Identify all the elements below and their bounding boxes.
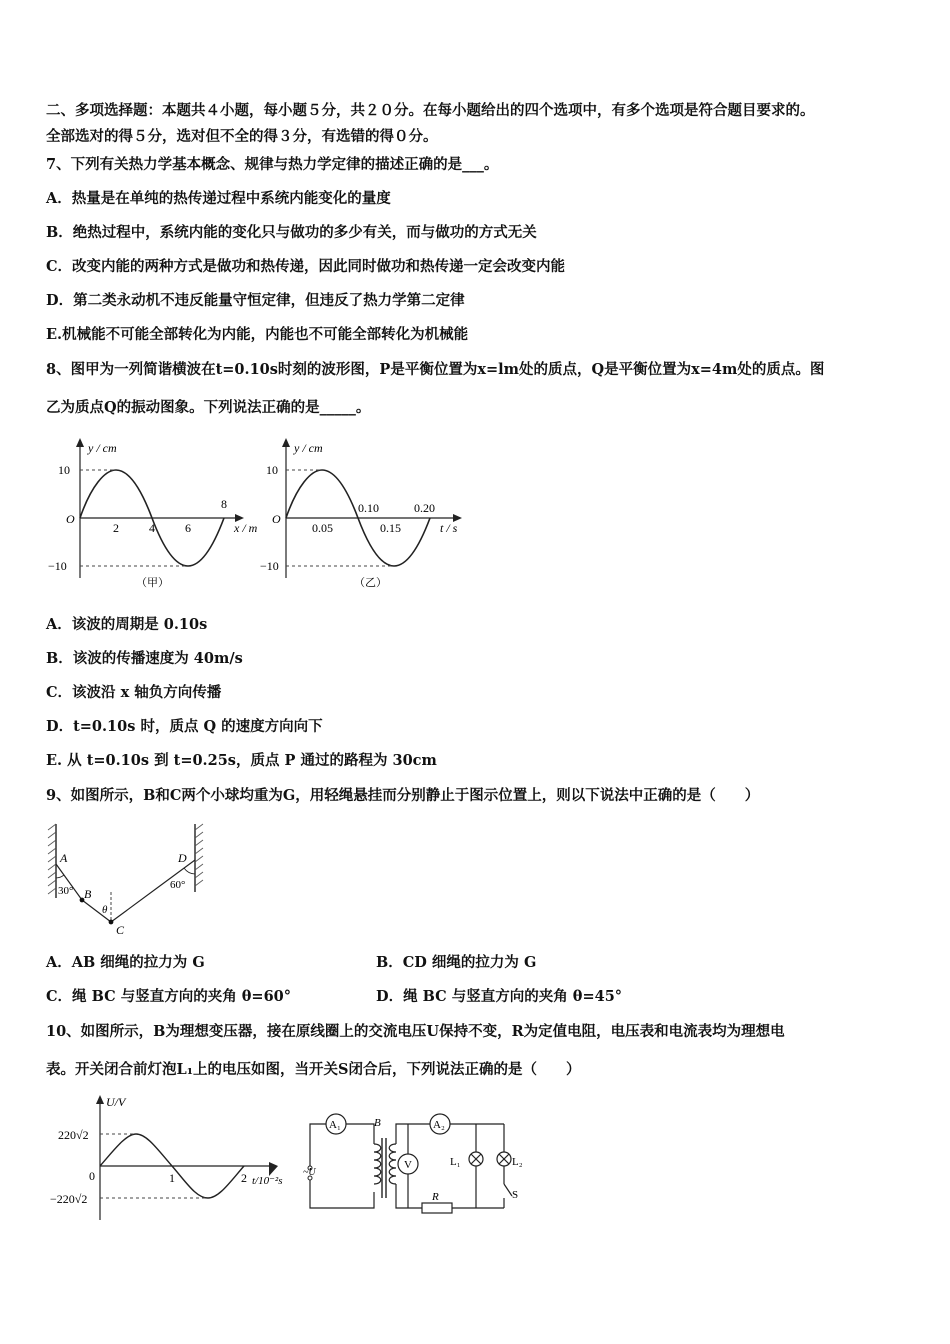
caption: （乙） bbox=[354, 577, 387, 589]
tick-8: 8 bbox=[221, 497, 227, 511]
resistor-r: R bbox=[432, 1191, 439, 1203]
label-b: B bbox=[84, 887, 92, 901]
q10-voltage-graph bbox=[44, 1092, 294, 1227]
tick-005: 0.05 bbox=[312, 521, 333, 535]
q9-option-c: C．绳 BC 与竖直方向的夹角 θ=60° bbox=[46, 988, 291, 1005]
q8-stem-line2: 乙为质点Q的振动图象。下列说法正确的是_____。 bbox=[46, 399, 371, 416]
tick-1: 1 bbox=[169, 1171, 175, 1185]
q10-circuit-diagram bbox=[300, 1106, 540, 1221]
y-top-label: 10 bbox=[58, 463, 70, 477]
angle-theta: θ bbox=[102, 904, 108, 916]
tick-010: 0.10 bbox=[358, 501, 379, 515]
tick-6: 6 bbox=[185, 521, 191, 535]
angle-60: 60° bbox=[170, 879, 186, 891]
q8-wave-graph-jia bbox=[44, 438, 284, 590]
q9-stem: 9、如图所示，B和C两个小球均重为G，用轻绳悬挂而分别静止于图示位置上，则以下说法中正确的是（ ） bbox=[46, 787, 760, 804]
xlabel: t / s bbox=[440, 521, 458, 535]
source-u: ~U bbox=[303, 1167, 316, 1178]
switch-s: S bbox=[512, 1189, 519, 1201]
q7-option-a: A．热量是在单纯的热传递过程中系统内能变化的量度 bbox=[46, 190, 391, 207]
y-top-label: 220√2 bbox=[58, 1128, 89, 1142]
label-c: C bbox=[116, 923, 125, 937]
label-d: D bbox=[178, 851, 187, 865]
voltmeter-v: V bbox=[404, 1159, 412, 1171]
q8-option-b: B．该波的传播速度为 40m/s bbox=[46, 650, 243, 667]
transformer-b: B bbox=[374, 1117, 381, 1129]
q8-option-c: C．该波沿 x 轴负方向传播 bbox=[46, 684, 222, 701]
section-header-line1: 二、多项选择题：本题共４小题，每小题５分，共２０分。在每小题给出的四个选项中，有多个选项是符合题目要求的。 bbox=[46, 102, 815, 119]
origin-label: 0 bbox=[89, 1169, 95, 1183]
q8-vibration-graph-yi bbox=[262, 438, 482, 590]
label-a: A bbox=[60, 851, 68, 865]
q8-option-d: D．t=0.10s 时，质点 Q 的速度方向向下 bbox=[46, 718, 323, 735]
lamp-l2: L₂ bbox=[512, 1156, 523, 1168]
xlabel: x / m bbox=[234, 521, 258, 535]
tick-020: 0.20 bbox=[414, 501, 435, 515]
tick-015: 0.15 bbox=[380, 521, 401, 535]
tick-2: 2 bbox=[241, 1171, 247, 1185]
xlabel: t/10⁻²s bbox=[252, 1175, 283, 1187]
y-top-label: 10 bbox=[266, 463, 278, 477]
q7-option-d: D．第二类永动机不违反能量守恒定律，但违反了热力学第二定律 bbox=[46, 292, 465, 309]
q8-stem-line1: 8、图甲为一列简谐横波在t=0.10s时刻的波形图，P是平衡位置为x=lm处的质点，Q是平衡位置为x=4m处的质点。图 bbox=[46, 361, 825, 378]
section-header-line2: 全部选对的得５分，选对但不全的得３分，有选错的得０分。 bbox=[46, 128, 438, 145]
q9-option-d: D．绳 BC 与竖直方向的夹角 θ=45° bbox=[376, 988, 623, 1005]
q9-option-b: B．CD 细绳的拉力为 G bbox=[376, 954, 537, 971]
q10-stem-line2: 表。开关闭合前灯泡L₁上的电压如图，当开关S闭合后，下列说法正确的是（ ） bbox=[46, 1061, 581, 1078]
origin-label: O bbox=[66, 512, 75, 526]
ylabel: U/V bbox=[106, 1095, 126, 1109]
origin-label: O bbox=[272, 512, 281, 526]
q8-option-a: A．该波的周期是 0.10s bbox=[46, 616, 208, 633]
q9-rope-figure bbox=[44, 820, 214, 938]
q9-option-a: A．AB 细绳的拉力为 G bbox=[46, 954, 205, 971]
q10-stem-line1: 10、如图所示，B为理想变压器，接在原线圈上的交流电压U保持不变，R为定值电阻，电压表和电流表均为理想电 bbox=[46, 1023, 785, 1040]
ammeter-a2: A₂ bbox=[433, 1119, 445, 1131]
ammeter-a1: A₁ bbox=[329, 1119, 341, 1131]
tick-2: 2 bbox=[113, 521, 119, 535]
q7-option-e: E.机械能不可能全部转化为内能，内能也不可能全部转化为机械能 bbox=[46, 326, 469, 343]
y-bottom-label: −10 bbox=[48, 559, 67, 573]
angle-30: 30° bbox=[58, 885, 74, 897]
y-bottom-label: −220√2 bbox=[50, 1192, 88, 1206]
caption: （甲） bbox=[136, 577, 169, 589]
q7-stem: 7、下列有关热力学基本概念、规律与热力学定律的描述正确的是___。 bbox=[46, 156, 499, 173]
q8-option-e: E. 从 t=0.10s 到 t=0.25s，质点 P 通过的路程为 30cm bbox=[46, 752, 437, 769]
y-bottom-label: −10 bbox=[260, 559, 279, 573]
q7-option-b: B．绝热过程中，系统内能的变化只与做功的多少有关，而与做功的方式无关 bbox=[46, 224, 537, 241]
q7-option-c: C．改变内能的两种方式是做功和热传递，因此同时做功和热传递一定会改变内能 bbox=[46, 258, 566, 275]
tick-4: 4 bbox=[149, 521, 155, 535]
lamp-l1: L₁ bbox=[450, 1156, 461, 1168]
ylabel: y / cm bbox=[294, 441, 323, 455]
ylabel: y / cm bbox=[88, 441, 117, 455]
